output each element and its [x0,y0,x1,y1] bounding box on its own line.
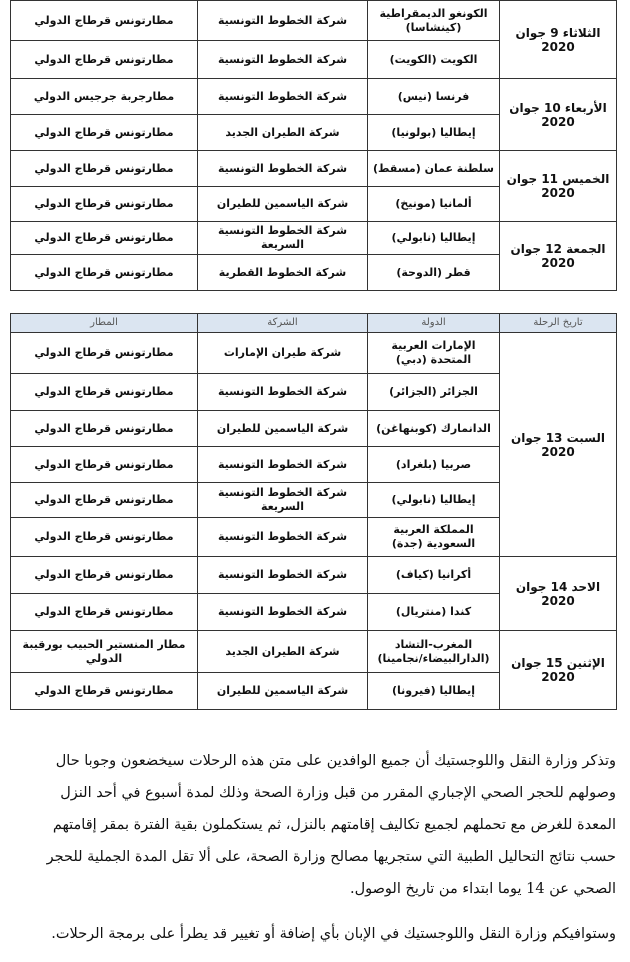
country-cell: الكونغو الديمقراطية (كينشاسا) [368,1,500,41]
flight-date-cell: السبت 13 جوان 2020 [500,333,617,557]
company-cell: شركة الطيران الجديد [198,115,368,151]
country-cell: إيطاليا (بولونيا) [368,115,500,151]
flights-table-1 [10,0,617,291]
country-cell: أكرانيا (كياف) [368,557,500,594]
flight-date-cell: الاحد 14 جوان 2020 [500,557,617,631]
company-cell: شركة الخطوط التونسية [198,151,368,187]
updates-notice-paragraph: وستوافيكم وزارة النقل واللوجستيك في الإبان بأي إضافة أو تغيير قد يطرأ على برمجة الرحلات. [51,926,616,942]
table-row [11,151,617,187]
table-row [11,1,617,41]
header-airport: المطار [11,314,198,333]
airport-cell: مطارتونس قرطاج الدولي [11,115,198,151]
airport-cell: مطارتونس قرطاج الدولي [11,333,198,374]
flights-table-2 [10,313,617,710]
country-cell: المغرب-التشاد (الدارالبيضاء/نجامينا) [368,631,500,673]
flight-date-cell: الأربعاء 10 جوان 2020 [500,79,617,151]
flight-date-cell: الثلاثاء 9 جوان 2020 [500,1,617,79]
table-row [11,557,617,594]
airport-cell: مطارتونس قرطاج الدولي [11,374,198,411]
company-cell: شركة الخطوط التونسية [198,557,368,594]
country-cell: كندا (منتريال) [368,594,500,631]
country-cell: قطر (الدوحة) [368,255,500,291]
country-cell: صربيا (بلغراد) [368,447,500,483]
airport-cell: مطارتونس قرطاج الدولي [11,255,198,291]
airport-cell: مطارتونس قرطاج الدولي [11,411,198,447]
company-cell: شركة طيران الإمارات [198,333,368,374]
flight-date-cell: الإثنين 15 جوان 2020 [500,631,617,710]
country-cell: الدانمارك (كوبنهاغن) [368,411,500,447]
company-cell: شركة الخطوط التونسية [198,518,368,557]
header-company: الشركة [198,314,368,333]
flight-date-cell: الجمعة 12 جوان 2020 [500,222,617,291]
company-cell: شركة الخطوط التونسية [198,447,368,483]
airport-cell: مطارتونس قرطاج الدولي [11,41,198,79]
airport-cell: مطارتونس قرطاج الدولي [11,1,198,41]
table-header-row [11,314,617,333]
airport-cell: مطارتونس قرطاج الدولي [11,673,198,710]
airport-cell: مطار المنستير الحبيب بورقيبة الدولي [11,631,198,673]
table-row [11,333,617,374]
airport-cell: مطارتونس قرطاج الدولي [11,187,198,222]
table-row [11,631,617,673]
country-cell: المملكة العربية السعودية (جدة) [368,518,500,557]
country-cell: إيطاليا (نابولي) [368,222,500,255]
country-cell: الجزائر (الجزائر) [368,374,500,411]
table-row [11,79,617,115]
flight-date-cell: الخميس 11 جوان 2020 [500,151,617,222]
airport-cell: مطارتونس قرطاج الدولي [11,518,198,557]
company-cell: شركة الخطوط القطرية [198,255,368,291]
country-cell: إيطاليا (فيرونا) [368,673,500,710]
airport-cell: مطارتونس قرطاج الدولي [11,447,198,483]
airport-cell: مطارتونس قرطاج الدولي [11,557,198,594]
table-row [11,222,617,255]
quarantine-notice-paragraph: وتذكر وزارة النقل واللوجستيك أن جميع الوافدين على متن هذه الرحلات سيخضعون وجوبا حال وصولهم للحجر الصحي الإجباري المقرر من قبل وزارة الصحة وذلك لمدة أسبوع في أحد النزل المعدة للغرض مع تحملهم لجميع تكاليف إقامتهم بالنزل، ثم يستكملون بقية الفترة بمقر إقامتهم حسب نتائج التحاليل الطبية التي ستجريها مصالح وزارة الصحة، على ألا تقل المدة الجملية للحجر الصحي عن 14 يوما ابتداء من تاريخ الوصول. [46,753,616,897]
company-cell: شركة الخطوط التونسية السريعة [198,222,368,255]
airport-cell: مطارتونس قرطاج الدولي [11,151,198,187]
company-cell: شركة الخطوط التونسية [198,594,368,631]
header-date: تاريخ الرحلة [500,314,617,333]
company-cell: شركة الخطوط التونسية السريعة [198,483,368,518]
country-cell: ألمانيا (مونيخ) [368,187,500,222]
country-cell: إيطاليا (نابولي) [368,483,500,518]
company-cell: شركة الياسمين للطيران [198,411,368,447]
company-cell: شركة الخطوط التونسية [198,374,368,411]
country-cell: سلطنة عمان (مسقط) [368,151,500,187]
airport-cell: مطارجربة جرجيس الدولي [11,79,198,115]
country-cell: الإمارات العربية المتحدة (دبي) [368,333,500,374]
company-cell: شركة الياسمين للطيران [198,673,368,710]
header-country: الدولة [368,314,500,333]
country-cell: الكويت (الكويت) [368,41,500,79]
company-cell: شركة الياسمين للطيران [198,187,368,222]
airport-cell: مطارتونس قرطاج الدولي [11,222,198,255]
airport-cell: مطارتونس قرطاج الدولي [11,594,198,631]
country-cell: فرنسا (نيس) [368,79,500,115]
company-cell: شركة الطيران الجديد [198,631,368,673]
company-cell: شركة الخطوط التونسية [198,79,368,115]
company-cell: شركة الخطوط التونسية [198,1,368,41]
company-cell: شركة الخطوط التونسية [198,41,368,79]
airport-cell: مطارتونس قرطاج الدولي [11,483,198,518]
